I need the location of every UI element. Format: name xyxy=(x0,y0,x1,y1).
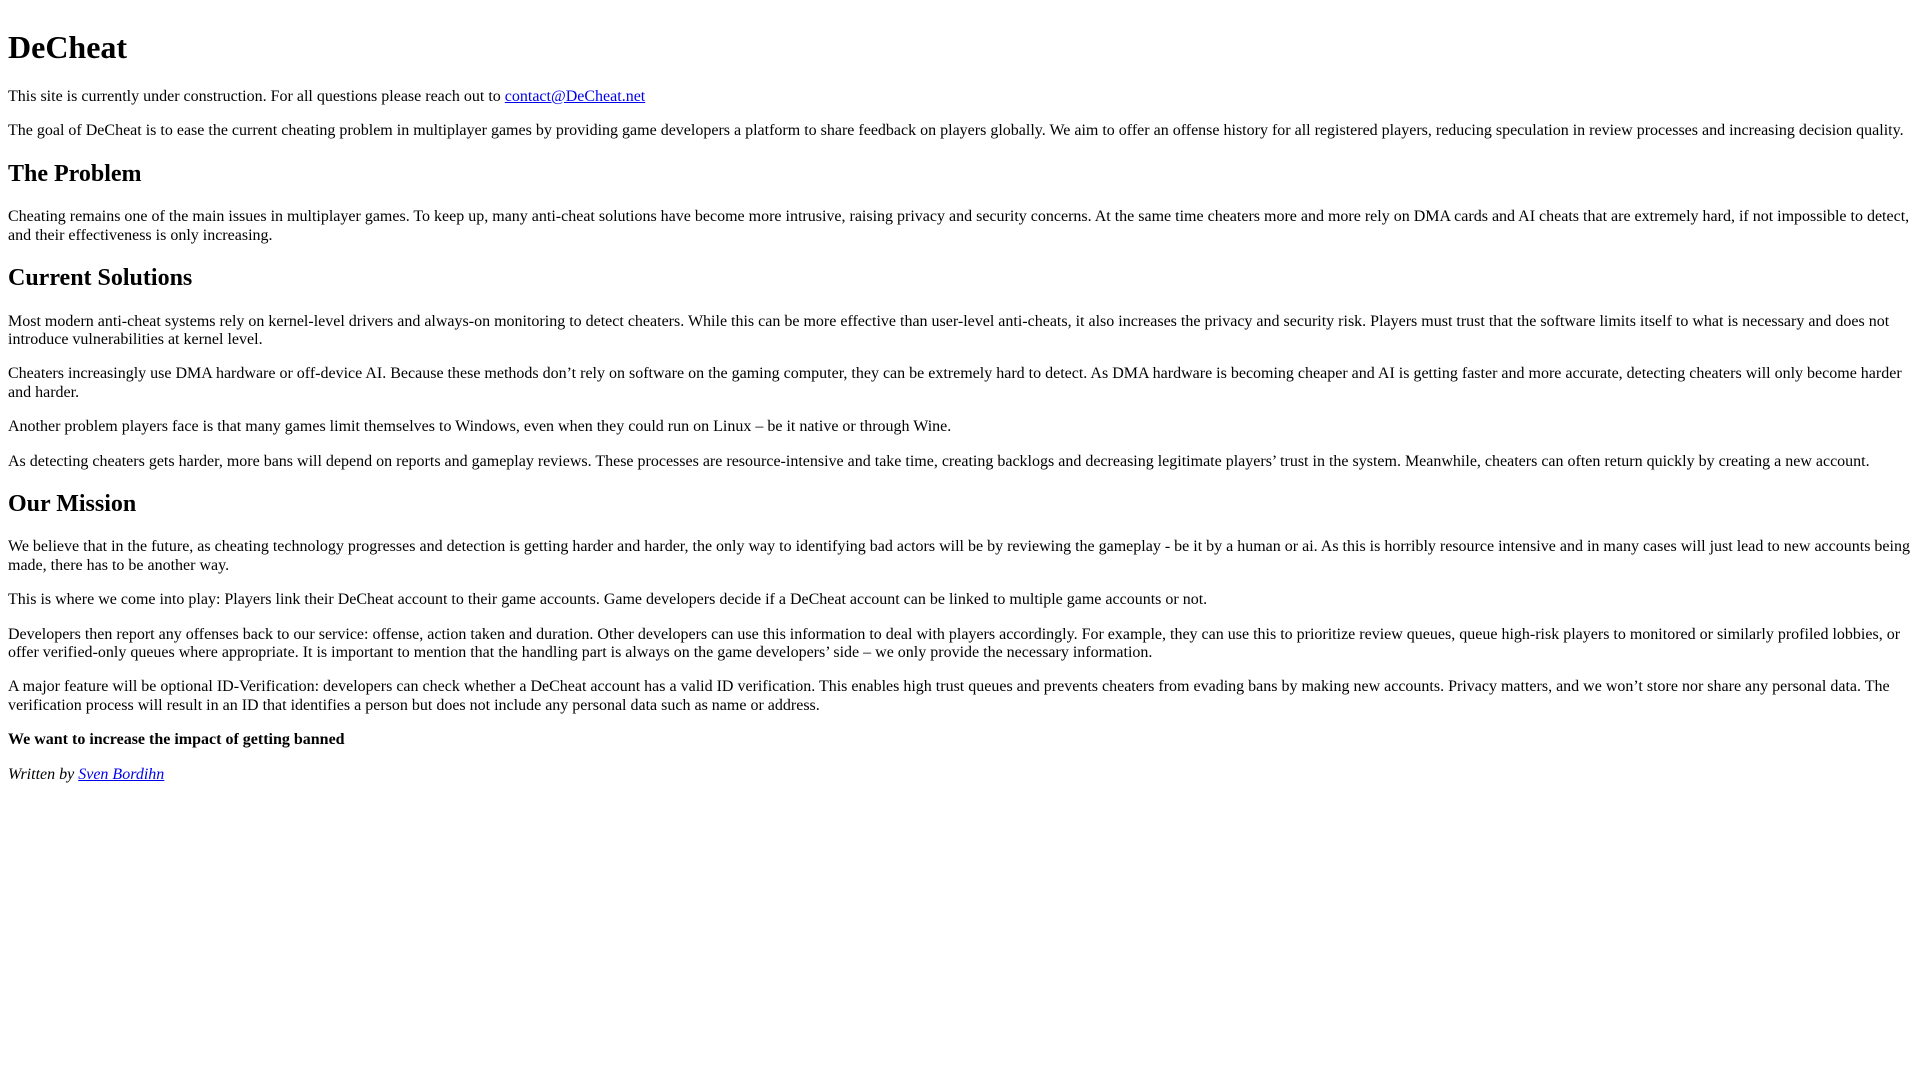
contact-email-link[interactable]: contact@DeCheat.net xyxy=(504,87,646,105)
solutions-heading: Current Solutions xyxy=(8,264,193,291)
mission-heading: Our Mission xyxy=(8,490,137,517)
solutions-paragraph: Another problem players face is that many games limit themselves to Windows, even when they could run on Linux – be it native or through Wine. xyxy=(8,418,952,436)
goal-paragraph: The goal of DeCheat is to ease the current cheating problem in multiplayer games by providing game developers a platform to share feedback on players globally. We aim to offer an offense history for all registered players, reducing speculation in review processes and increasing decision quality. xyxy=(8,122,1904,140)
problem-heading: The Problem xyxy=(8,160,142,187)
byline xyxy=(8,766,1912,784)
construction-text: This site is currently under construction. For all questions please reach out to xyxy=(8,87,505,105)
mission-paragraph: We believe that in the future, as cheating technology progresses and detection is getting harder and harder, the only way to identifying bad actors will be by reviewing the gameplay - be it by a human or ai. As this is horribly resource intensive and in many cases will just lead to new accounts being made, there has to be another way. xyxy=(8,538,1910,574)
solutions-paragraph: Cheaters increasingly use DMA hardware or off-device AI. Because these methods don’t rely on software on the gaming computer, they can be extremely hard to detect. As DMA hardware is becoming cheaper and AI is getting faster and more accurate, detecting cheaters will only become harder and harder. xyxy=(8,365,1902,401)
mission-emphasis-text: We want to increase the impact of getting banned xyxy=(8,731,345,749)
solutions-paragraph: As detecting cheaters gets harder, more bans will depend on reports and gameplay reviews. These processes are resource-intensive and take time, creating backlogs and decreasing legitimate players’ trust in the system. Meanwhile, cheaters can often return quickly by creating a new account. xyxy=(8,452,1870,470)
construction-notice xyxy=(8,88,1912,106)
mission-paragraph: A major feature will be optional ID-Verification: developers can check whether a DeCheat account has a valid ID verification. This enables high trust queues and prevents cheaters from evading bans by making new accounts. Privacy matters, and we won’t store nor share any personal data. The verification process will result in an ID that identifies a person but does not include any personal data such as name or address. xyxy=(8,678,1890,714)
mission-paragraph: This is where we come into play: Players link their DeCheat account to their game accounts. Game developers decide if a DeCheat account can be linked to multiple game accounts or not. xyxy=(8,591,1208,609)
mission-paragraph: Developers then report any offenses back to our service: offense, action taken and duration. Other developers can use this information to deal with players accordingly. For example, they can use this to prioritize review queues, queue high-risk players to monitored or similarly profiled lobbies, or offer verified-only queues where appropriate. It is important to mention that the handling part is always on the game developers’ side – we only provide the necessary information. xyxy=(8,625,1901,662)
problem-paragraph: Cheating remains one of the main issues in multiplayer games. To keep up, many anti-cheat solutions have become more intrusive, raising privacy and security concerns. At the same time cheaters more and more rely on DMA cards and AI cheats that are extremely hard, if not impossible to detect, and their effectiveness is only increasing. xyxy=(8,208,1910,244)
solutions-paragraph: Most modern anti-cheat systems rely on kernel-level drivers and always-on monitoring to detect cheaters. While this can be more effective than user-level anti-cheats, it also increases the privacy and security risk. Players must trust that the software limits itself to what is necessary and does not introduce vulnerabilities at kernel level. xyxy=(8,312,1890,348)
mission-emphasis xyxy=(8,731,1912,749)
author-link[interactable]: Sven Bordihn xyxy=(78,765,165,783)
page-title: DeCheat xyxy=(8,29,128,65)
byline-prefix: Written by xyxy=(8,765,79,783)
